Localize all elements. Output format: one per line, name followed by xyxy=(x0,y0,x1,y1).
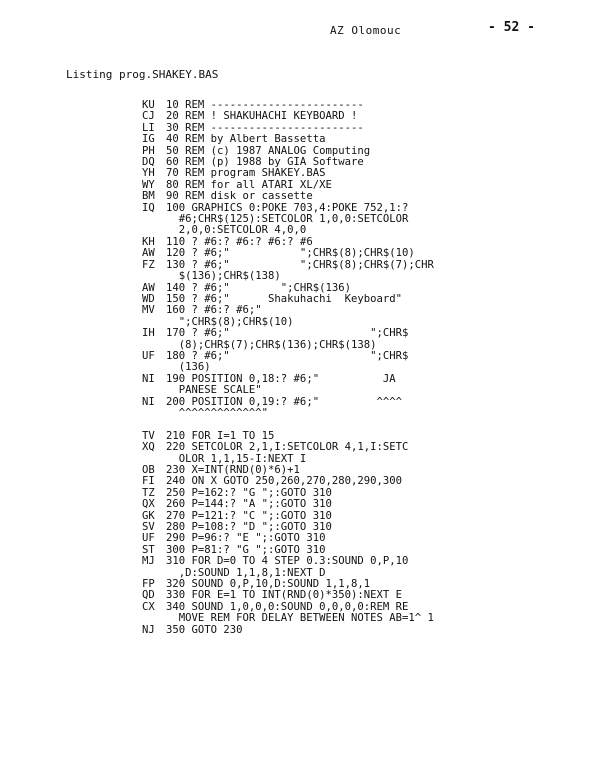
line-text: 240 ON X GOTO 250,260,270,280,290,300 xyxy=(166,475,402,488)
line-text: 310 FOR D=0 TO 4 STEP 0.3:SOUND 0,P,10 xyxy=(166,555,409,568)
line-checksum: NI xyxy=(142,372,155,385)
line-continuation: #6;CHR$(125):SETCOLOR 1,0,0:SETCOLOR xyxy=(178,213,409,226)
header-title: AZ Olomouc xyxy=(330,24,402,37)
line-checksum: KU xyxy=(142,99,155,111)
listing-line xyxy=(142,351,582,374)
line-text: 340 SOUND 1,0,0,0:SOUND 0,0,0,0:REM RE xyxy=(166,600,409,613)
line-text: 180 ? #6;" ";CHR$ xyxy=(166,349,409,362)
line-checksum: IH xyxy=(142,327,155,340)
line-body xyxy=(166,351,408,374)
listing-line xyxy=(142,625,582,636)
line-body xyxy=(166,305,294,328)
line-checksum: DQ xyxy=(142,156,155,169)
listing-line xyxy=(142,442,582,465)
line-checksum: CX xyxy=(142,600,155,613)
line-text: 50 REM (c) 1987 ANALOG Computing xyxy=(166,144,371,157)
line-checksum: QX xyxy=(142,498,155,511)
line-text: 210 FOR I=1 TO 15 xyxy=(166,429,275,442)
line-text: 130 ? #6;" ";CHR$(8);CHR$(7);CHR xyxy=(166,258,434,271)
line-checksum: MJ xyxy=(142,555,155,568)
line-body xyxy=(166,260,434,283)
line-continuation: ";CHR$(8);CHR$(10) xyxy=(178,315,294,328)
line-text: 300 P=81:? "G ";:GOTO 310 xyxy=(166,543,326,556)
line-text: 280 P=108:? "D ";:GOTO 310 xyxy=(166,521,332,534)
line-continuation: (136) xyxy=(178,361,211,374)
line-checksum: GK xyxy=(142,509,155,522)
line-text: 330 FOR E=1 TO INT(RND(0)*350):NEXT E xyxy=(166,589,402,602)
line-body xyxy=(166,397,402,420)
line-checksum: WY xyxy=(142,178,155,191)
listing-line xyxy=(142,328,582,351)
line-checksum: MV xyxy=(142,304,155,317)
line-text: 30 REM ------------------------ xyxy=(166,121,364,134)
line-text: 100 GRAPHICS 0:POKE 703,4:POKE 752,1:? xyxy=(166,201,409,214)
listing-line xyxy=(142,203,582,237)
line-body xyxy=(166,625,243,636)
line-checksum: TZ xyxy=(142,486,155,499)
line-checksum: LI xyxy=(142,121,155,134)
line-checksum: YH xyxy=(142,167,155,180)
line-checksum: NI xyxy=(142,395,155,408)
line-checksum: AW xyxy=(142,281,155,294)
line-text: 90 REM disk or cassette xyxy=(166,190,313,203)
code-listing xyxy=(142,100,582,636)
line-text: 230 X=INT(RND(0)*6)+1 xyxy=(166,463,300,476)
listing-line xyxy=(142,556,582,579)
line-checksum: PH xyxy=(142,144,155,157)
line-checksum: WD xyxy=(142,292,155,305)
line-text: 160 ? #6:? #6;" xyxy=(166,304,262,317)
line-checksum: BM xyxy=(142,190,155,203)
line-checksum: AW xyxy=(142,247,155,260)
line-text: 120 ? #6;" ";CHR$(8);CHR$(10) xyxy=(166,247,415,260)
line-checksum: UF xyxy=(142,349,155,362)
line-checksum: KH xyxy=(142,235,155,248)
line-checksum: FP xyxy=(142,578,155,591)
page-number: - 52 - xyxy=(488,20,535,35)
line-text: 270 P=121:? "C ";:GOTO 310 xyxy=(166,509,332,522)
line-checksum: QD xyxy=(142,589,155,602)
line-text: 110 ? #6:? #6:? #6:? #6 xyxy=(166,235,313,248)
line-text: 20 REM ! SHAKUHACHI KEYBOARD ! xyxy=(166,110,358,123)
line-text: 40 REM by Albert Bassetta xyxy=(166,133,326,146)
line-text: 200 POSITION 0,19:? #6;" ^^^^ xyxy=(166,395,402,408)
line-checksum: FZ xyxy=(142,258,155,271)
line-text: 250 P=162:? "G ";:GOTO 310 xyxy=(166,486,332,499)
line-checksum: IG xyxy=(142,133,155,146)
line-continuation: ^^^^^^^^^^^^^" xyxy=(178,406,269,419)
line-body xyxy=(166,556,408,579)
line-continuation: MOVE REM FOR DELAY BETWEEN NOTES AB=1^ 1 xyxy=(178,612,434,625)
line-checksum: ST xyxy=(142,543,155,556)
line-checksum: XQ xyxy=(142,441,155,454)
line-text: 220 SETCOLOR 2,1,I:SETCOLOR 4,1,I:SETC xyxy=(166,441,409,454)
line-continuation: ,D:SOUND 1,1,8,1:NEXT D xyxy=(178,566,326,579)
line-body xyxy=(166,328,408,351)
line-text: 350 GOTO 230 xyxy=(166,623,243,636)
line-checksum: CJ xyxy=(142,110,155,123)
line-continuation: PANESE SCALE" xyxy=(178,384,262,397)
section-title: Listing prog.SHAKEY.BAS xyxy=(66,68,219,81)
line-text: 290 P=96:? "E ";:GOTO 310 xyxy=(166,532,326,545)
line-text: 140 ? #6;" ";CHR$(136) xyxy=(166,281,351,294)
line-body xyxy=(166,374,396,397)
line-checksum: OB xyxy=(142,463,155,476)
listing-line xyxy=(142,305,582,328)
line-text: 60 REM (p) 1988 by GIA Software xyxy=(166,156,364,169)
line-checksum: FI xyxy=(142,475,155,488)
line-text: 10 REM ------------------------ xyxy=(166,99,364,111)
line-text: 80 REM for all ATARI XL/XE xyxy=(166,178,332,191)
line-body xyxy=(166,442,408,465)
line-body xyxy=(166,203,408,237)
line-text: 320 SOUND 0,P,10,D:SOUND 1,1,8,1 xyxy=(166,578,371,591)
line-continuation: 2,0,0:SETCOLOR 4,0,0 xyxy=(178,224,307,237)
line-text: 70 REM program SHAKEY.BAS xyxy=(166,167,326,180)
line-checksum: NJ xyxy=(142,623,155,636)
line-text: 260 P=144:? "A ";:GOTO 310 xyxy=(166,498,332,511)
listing-line xyxy=(142,602,582,625)
listing-line xyxy=(142,260,582,283)
line-checksum: TV xyxy=(142,429,155,442)
listing-line xyxy=(142,397,582,420)
line-text: 170 ? #6;" ";CHR$ xyxy=(166,327,409,340)
line-text: 190 POSITION 0,18:? #6;" JA xyxy=(166,372,396,385)
line-continuation: (8);CHR$(7);CHR$(136);CHR$(138) xyxy=(178,338,377,351)
line-checksum: SV xyxy=(142,521,155,534)
line-body xyxy=(166,602,434,625)
line-continuation: OLOR 1,1,15-I:NEXT I xyxy=(178,452,307,465)
line-text: 150 ? #6;" Shakuhachi Keyboard" xyxy=(166,292,402,305)
listing-line xyxy=(142,374,582,397)
line-checksum: IQ xyxy=(142,201,155,214)
line-continuation: $(136);CHR$(138) xyxy=(178,270,281,283)
line-checksum: UF xyxy=(142,532,155,545)
